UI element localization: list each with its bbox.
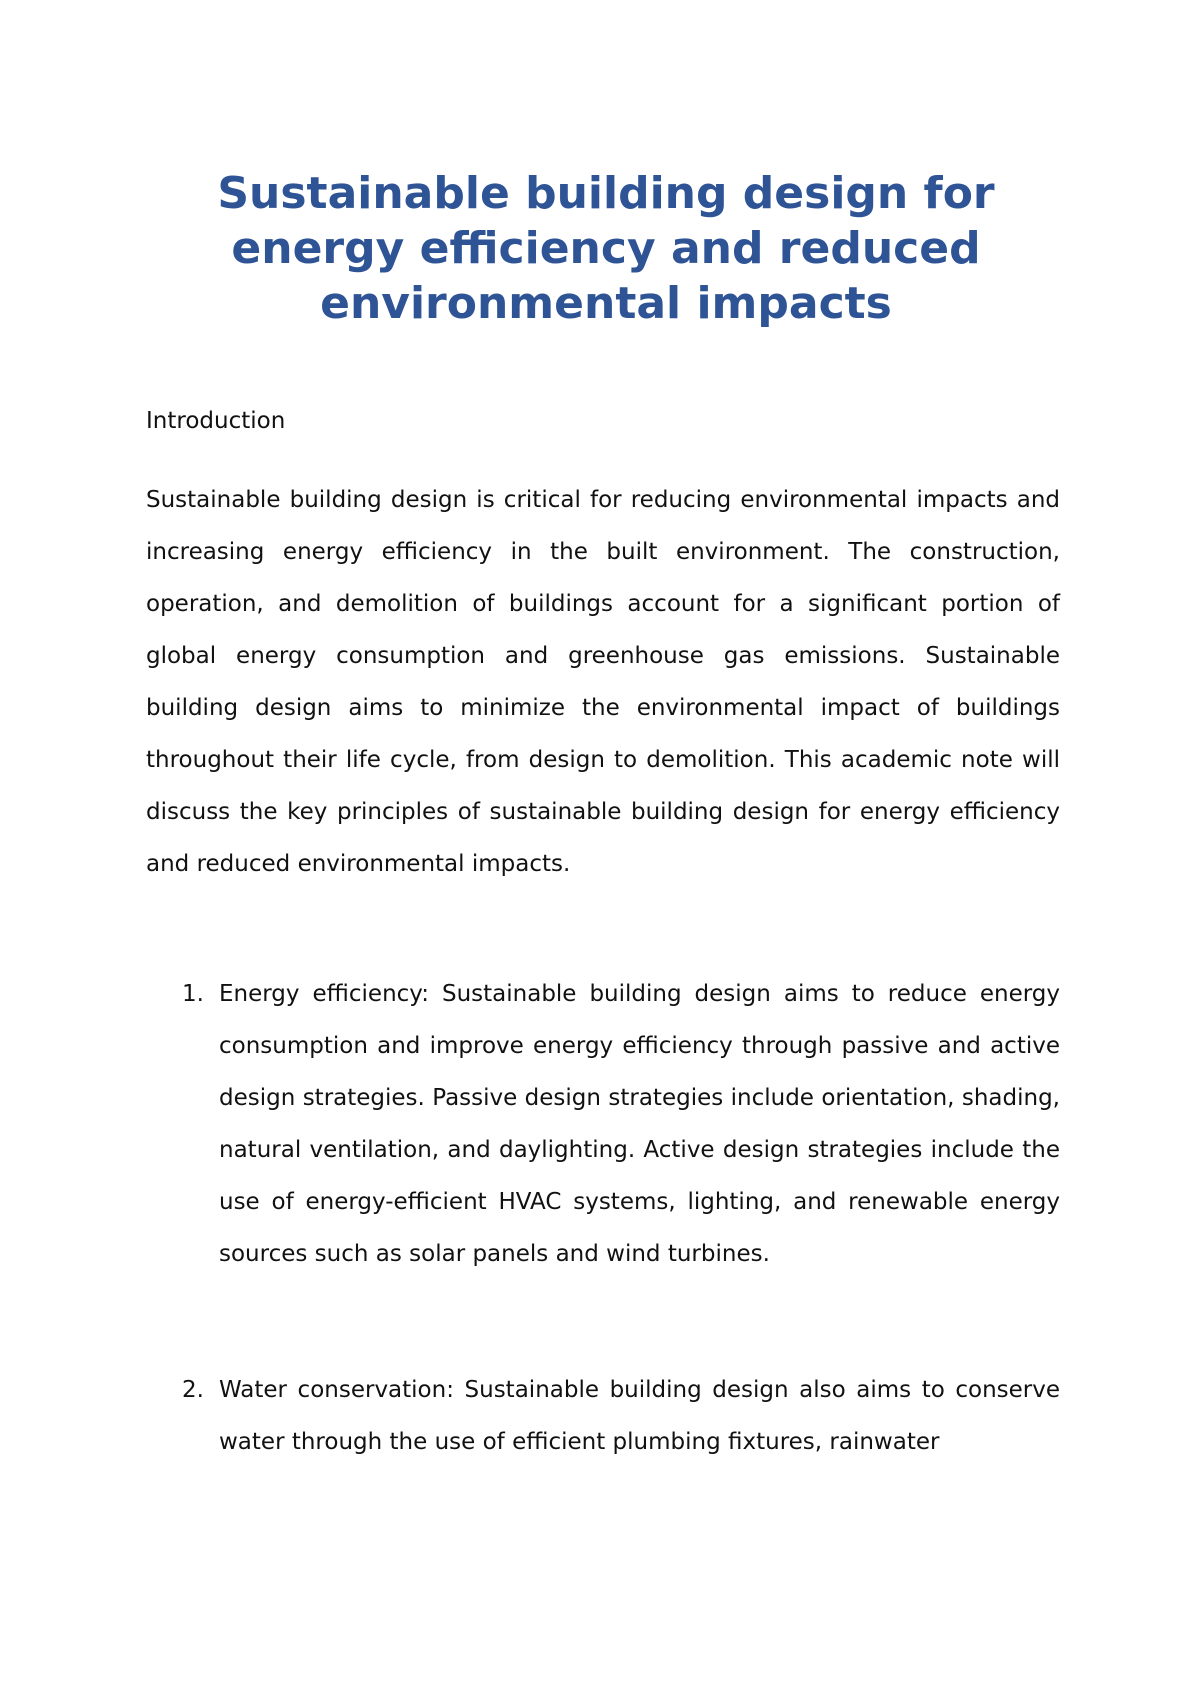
list-item-number: 1. bbox=[182, 981, 204, 1007]
document-title: Sustainable building design for energy efficiency and reduced environmental impacts bbox=[217, 168, 995, 329]
intro-paragraph: Sustainable building design is critical for reducing environmental impacts and increasing energy efficiency in the built environment. The construction, operation, and demolition of buildings account for a significant portion of global energy consumption and greenhouse gas emissions. Sustainable building design aims to minimize the environmental impact of buildings throughout their life cycle, from design to demolition. This academic note will discuss the key principles of sustainable building design for energy efficiency and reduced environmental impacts. bbox=[146, 487, 1060, 877]
list-item-water-conservation bbox=[146, 1364, 1060, 1468]
list-item-text: Water conservation: Sustainable building design also aims to conserve water through the use of efficient plumbing fixtures, rainwater bbox=[219, 1377, 1060, 1455]
list-item-number: 2. bbox=[182, 1377, 204, 1403]
section-heading-introduction: Introduction bbox=[146, 408, 286, 434]
list-item-text: Energy efficiency: Sustainable building design aims to reduce energy consumption and improve energy efficiency through passive and active design strategies. Passive design strategies include orientation, shading, natural ventilation, and daylighting. Active design strategies include the use of energy-efficient HVAC systems, lighting, and renewable energy sources such as solar panels and wind turbines. bbox=[219, 981, 1060, 1267]
list-item-energy-efficiency bbox=[146, 968, 1060, 1280]
